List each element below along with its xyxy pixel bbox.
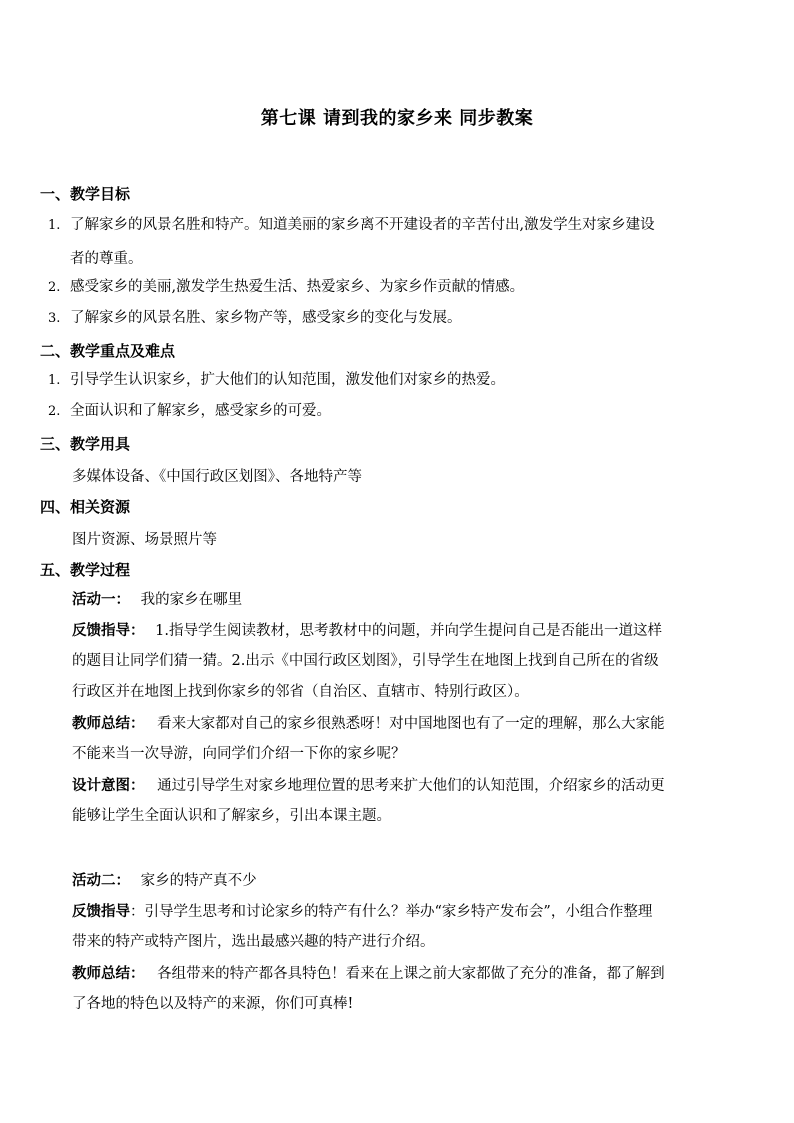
summary-text: 各组带来的特产都各具特色！看来在上课之前大家都做了充分的准备，都了解到: [157, 966, 665, 982]
list-item: [48, 272, 728, 303]
intent-label: 设计意图：: [72, 777, 145, 794]
summary-label: 教师总结：: [72, 715, 145, 732]
document-title: 第七课 请到我的家乡来 同步教案: [260, 108, 534, 129]
list-number: 3.: [48, 311, 61, 326]
activity-2-summary-line-2: 了各地的特色以及特产的来源，你们可真棒!: [72, 996, 354, 1012]
section-text-tools: 多媒体设备、《中国行政区划图》、各地特产等: [72, 469, 362, 485]
feedback-label: 反馈指导: [72, 903, 130, 920]
section-heading-resources: 四、相关资源: [40, 498, 131, 516]
activity-1-feedback-line-3: 行政区并在地图上找到你家乡的邻省（自治区、直辖市、特别行政区）。: [72, 684, 529, 700]
activity-1-summary-line-2: 不能来当一次导游，向同学们介绍一下你的家乡呢？: [72, 746, 406, 762]
list-text: 了解家乡的风景名胜和特产。知道美丽的家乡离不开建设者的辛苦付出,激发学生对家乡建设: [70, 217, 655, 233]
feedback-text: 1.指导学生阅读教材，思考教材中的问题，并向学生提问自己是否能出一道这样: [155, 623, 662, 639]
list-text: 全面认识和了解家乡，感受家乡的可爱。: [70, 403, 331, 419]
activity-1-label: 活动一：: [72, 591, 130, 608]
section-text-resources: 图片资源、场景照片等: [72, 532, 217, 548]
list-text: 引导学生认识家乡，扩大他们的认知范围，激发他们对家乡的热爱。: [70, 372, 505, 388]
list-number: 2.: [48, 404, 61, 419]
section-heading-process: 五、教学过程: [40, 561, 131, 579]
list-item: [48, 303, 728, 334]
activity-1-summary-line-1: [72, 708, 724, 740]
activity-2-feedback-line-1: [72, 896, 724, 928]
list-number: 1.: [48, 373, 61, 388]
list-number: 1.: [48, 218, 61, 233]
list-text: 了解家乡的风景名胜、家乡物产等，感受家乡的变化与发展。: [70, 310, 462, 326]
list-item: [48, 365, 728, 396]
feedback-label: 反馈指导：: [72, 622, 145, 639]
list-text-continuation: 者的尊重。: [70, 251, 143, 267]
activity-1-intent-line-1: [72, 770, 724, 802]
section-heading-tools: 三、教学用具: [40, 435, 131, 453]
summary-label: 教师总结：: [72, 965, 145, 982]
section-heading-key-points: 二、教学重点及难点: [40, 342, 176, 360]
activity-1-title: 我的家乡在哪里: [140, 592, 243, 608]
activity-1-feedback-line-2: 的题目让同学们猜一猜。2.出示《中国行政区划图》，引导学生在地图上找到自己所在的省级: [72, 653, 659, 669]
activity-2-feedback-line-2: 带来的特产或特产图片，选出最感兴趣的特产进行介绍。: [72, 934, 435, 950]
activity-2-label: 活动二：: [72, 872, 130, 889]
activity-2-summary-line-1: [72, 958, 724, 990]
activity-2-title-line: [72, 865, 724, 897]
list-item: [48, 210, 728, 241]
section-heading-objectives: 一、教学目标: [40, 185, 131, 203]
intent-text: 通过引导学生对家乡地理位置的思考来扩大他们的认知范围，介绍家乡的活动更: [157, 778, 665, 794]
activity-1-title-line: [72, 584, 724, 616]
feedback-text: ：引导学生思考和讨论家乡的特产有什么？举办“家乡特产发布会”，小组合作整理: [130, 904, 653, 920]
list-item: [48, 396, 728, 427]
summary-text: 看来大家都对自己的家乡很熟悉呀！对中国地图也有了一定的理解，那么大家能: [157, 716, 665, 732]
activity-2-title: 家乡的特产真不少: [140, 873, 257, 889]
activity-1-feedback-line-1: [72, 615, 724, 647]
list-text: 感受家乡的美丽,激发学生热爱生活、热爱家乡、为家乡作贡献的情感。: [70, 279, 525, 295]
list-number: 2.: [48, 280, 61, 295]
activity-1-intent-line-2: 能够让学生全面认识和了解家乡，引出本课主题。: [72, 808, 391, 824]
